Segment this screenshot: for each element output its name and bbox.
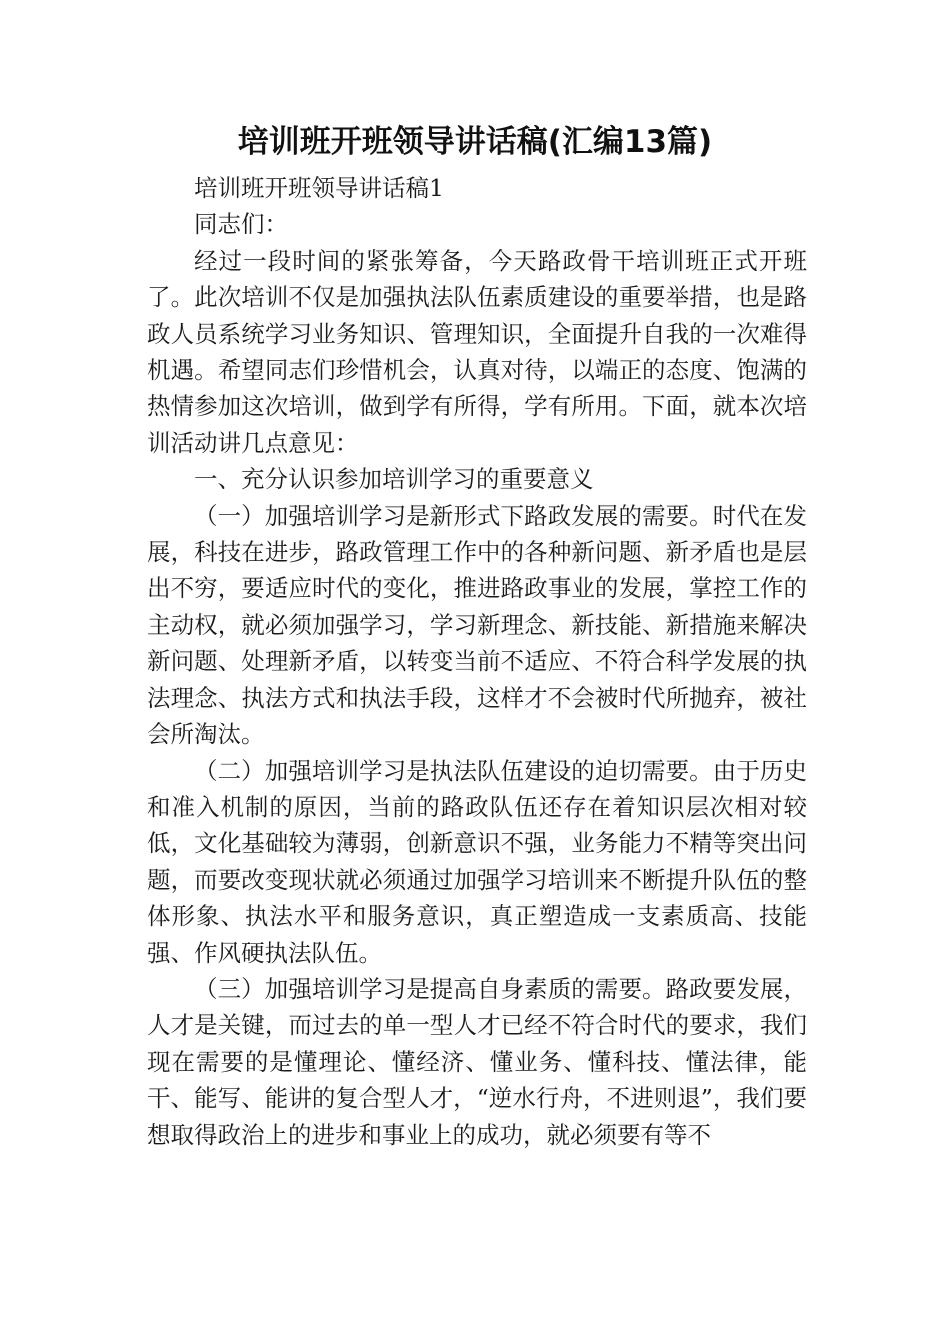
- section-heading: 一、充分认识参加培训学习的重要意义: [194, 465, 594, 494]
- body-paragraph: （三）加强培训学习是提高自身素质的需要。路政要发展，人才是关键，而过去的单一型人才已经不符合时代的要求，我们现在需要的是懂理论、懂经济、懂业务、懂科技、懂法律，能干、能写、能讲的复合型人才，“逆水行舟，不进则退”，我们要想取得政治上的进步和事业上的成功，就必须要有等不: [147, 974, 807, 1149]
- document-title: 培训班开班领导讲话稿(汇编13篇): [237, 124, 713, 160]
- body-paragraph: （一）加强培训学习是新形式下路政发展的需要。时代在发展，科技在进步，路政管理工作中的各种新问题、新矛盾也是层出不穷，要适应时代的变化，推进路政事业的发展，掌控工作的主动权，就必须加强学习，学习新理念、新技能、新措施来解决新问题、处理新矛盾，以转变当前不适应、不符合科学发展的执法理念、执法方式和执法手段，这样才不会被时代所抛弃，被社会所淘汰。: [147, 501, 807, 749]
- salutation: 同志们：: [194, 210, 288, 239]
- body-paragraph: 经过一段时间的紧张筹备，今天路政骨干培训班正式开班了。此次培训不仅是加强执法队伍素质建设的重要举措，也是路政人员系统学习业务知识、管理知识，全面提升自我的一次难得机遇。希望同志们珍惜机会，认真对待，以端正的态度、饱满的热情参加这次培训，做到学有所得，学有所用。下面，就本次培训活动讲几点意见：: [147, 246, 807, 457]
- body-paragraph: （二）加强培训学习是执法队伍建设的迫切需要。由于历史和准入机制的原因，当前的路政队伍还存在着知识层次相对较低，文化基础较为薄弱，创新意识不强，业务能力不精等突出问题，而要改变现状就必须通过加强学习培训来不断提升队伍的整体形象、执法水平和服务意识，真正塑造成一支素质高、技能强、作风硬执法队伍。: [147, 756, 807, 967]
- document-body: [147, 170, 807, 1153]
- section-heading: 培训班开班领导讲话稿1: [194, 174, 444, 202]
